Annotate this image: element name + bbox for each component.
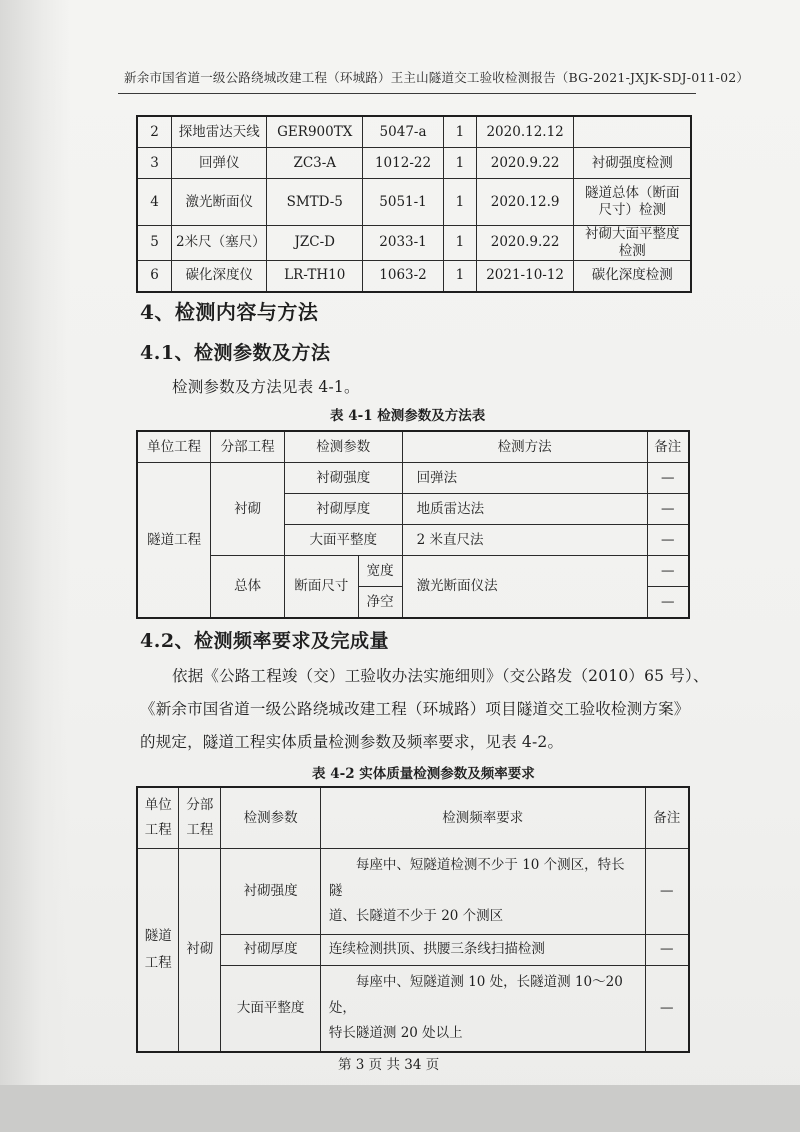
t42-header-unit-line2: 工程 [144,822,172,838]
equipment-cell-name: 回弹仪 [172,148,267,179]
table-4-2 [136,786,690,1053]
equipment-cell-model: JZC-D [267,226,363,261]
equipment-cell-qty: 1 [444,116,477,148]
section-4-2-heading: 4.2、检测频率要求及完成量 [140,630,390,652]
equipment-cell-name: 2米尺（塞尺） [172,226,267,261]
equipment-row [137,116,691,148]
t42-unit-cell [137,849,179,1052]
t41-part-lining: 衬砌 [211,463,285,556]
equipment-table [136,115,692,293]
t41-method-radar: 地质雷达法 [402,494,647,525]
t42-header-note: 备注 [645,787,689,849]
equipment-cell-qty: 1 [444,148,477,179]
t41-section-size: 断面尺寸 [284,556,358,619]
equipment-row [137,148,691,179]
equipment-row [137,226,691,261]
t42-freq-strength-line1: 每座中、短隧道检测不少于 10 个测区，特长隧 [328,857,625,899]
table-4-1-caption: 表 4-1 检测参数及方法表 [330,408,486,424]
t42-unit-line2: 工程 [144,954,172,971]
t42-param-strength: 衬砌强度 [221,849,321,935]
header-rule [118,93,696,94]
equipment-cell-serial: 1012-22 [363,148,444,179]
t42-part-cell: 衬砌 [179,849,221,1052]
section-4-1-text: 检测参数及方法见表 4-1。 [172,378,360,396]
page-shadow [0,0,70,1132]
section-4-2-para-line1: 依据《公路工程竣（交）工验收办法实施细则》（交公路发（2010）65 号）、 [172,667,709,685]
t41-method-straightedge: 2 米直尺法 [402,525,647,556]
t41-clearance: 净空 [358,587,402,619]
equipment-cell-serial: 2033-1 [363,226,444,261]
equipment-row [137,179,691,226]
t42-header-unit [137,787,179,849]
equipment-cell-no: 5 [137,226,172,261]
equipment-cell-no: 2 [137,116,172,148]
t42-freq-strength-line2: 道、长隧道不少于 20 个测区 [328,908,504,925]
t41-unit-cell: 隧道工程 [137,463,211,619]
page-footer: 第 3 页 共 34 页 [338,1057,440,1073]
section-4-heading: 4、检测内容与方法 [140,300,319,324]
t41-header-unit: 单位工程 [137,431,211,463]
t41-param-strength: 衬砌强度 [284,463,402,494]
t41-note: — [647,587,689,619]
t41-part-overall: 总体 [211,556,285,619]
t42-freq-flatness-line2: 特长隧道测 20 处以上 [328,1025,463,1042]
t42-note-strength: — [645,849,689,935]
t41-note: — [647,525,689,556]
section-4-1-heading: 4.1、检测参数及方法 [140,342,331,364]
t41-note: — [647,556,689,587]
table-4-2-caption: 表 4-2 实体质量检测参数及频率要求 [312,766,535,782]
t42-header-freq: 检测频率要求 [320,787,645,849]
t42-freq-flatness-line1: 每座中、短隧道测 10 处，长隧道测 10～20 处， [328,973,623,1016]
equipment-cell-use: 碳化深度检测 [574,260,691,292]
t41-header-part: 分部工程 [211,431,285,463]
equipment-cell-no: 6 [137,260,172,292]
equipment-cell-date: 2020.9.22 [476,226,574,261]
equipment-cell-date: 2021-10-12 [476,260,574,292]
t42-unit-line1: 隧道 [144,928,172,945]
table-4-1 [136,430,690,619]
equipment-cell-date: 2020.9.22 [476,148,574,179]
equipment-row [137,260,691,292]
t41-note: — [647,494,689,525]
equipment-cell-model: SMTD-5 [267,179,363,226]
equipment-cell-qty: 1 [444,179,477,226]
t41-method-laser: 激光断面仪法 [402,556,647,619]
t42-header-param: 检测参数 [221,787,321,849]
t42-param-flatness: 大面平整度 [221,965,321,1051]
t42-note-thickness: — [645,934,689,965]
equipment-cell-serial: 5047-a [363,116,444,148]
equipment-cell-model: ZC3-A [267,148,363,179]
equipment-cell-no: 4 [137,179,172,226]
equipment-cell-serial: 5051-1 [363,179,444,226]
equipment-cell-name: 探地雷达天线 [172,116,267,148]
t41-method-rebound: 回弹法 [402,463,647,494]
t41-width: 宽度 [358,556,402,587]
equipment-cell-date: 2020.12.12 [476,116,574,148]
equipment-cell-use: 衬砌强度检测 [574,148,691,179]
section-4-2-para-line2: 《新余市国省道一级公路绕城改建工程（环城路）项目隧道交工验收检测方案》 [140,700,690,718]
equipment-cell-qty: 1 [444,226,477,261]
report-header-title: 新余市国省道一级公路绕城改建工程（环城路）王主山隧道交工验收检测报告（BG-2021-JXJK-SDJ-011-02） [124,70,750,85]
t42-freq-thickness: 连续检测拱顶、拱腰三条线扫描检测 [320,934,645,965]
t42-header-part-line2: 工程 [186,822,214,838]
equipment-cell-name: 激光断面仪 [172,179,267,226]
equipment-cell-date: 2020.12.9 [476,179,574,226]
equipment-cell-no: 3 [137,148,172,179]
equipment-cell-model: GER900TX [267,116,363,148]
t42-param-thickness: 衬砌厚度 [221,934,321,965]
t42-header-unit-line1: 单位 [144,797,172,814]
equipment-cell-serial: 1063-2 [363,260,444,292]
scan-bottom-edge [0,1085,800,1132]
t41-param-flatness: 大面平整度 [284,525,402,556]
t41-header-method: 检测方法 [402,431,647,463]
t41-param-thickness: 衬砌厚度 [284,494,402,525]
equipment-cell-model: LR-TH10 [267,260,363,292]
t41-note: — [647,463,689,494]
t42-freq-flatness [320,965,645,1051]
equipment-cell-use: 衬砌大面平整度检测 [574,226,691,261]
section-4-2-para-line3: 的规定，隧道工程实体质量检测参数及频率要求，见表 4-2。 [140,733,564,751]
equipment-cell-qty: 1 [444,260,477,292]
t42-header-part-line1: 分部 [186,797,214,814]
equipment-cell-name: 碳化深度仪 [172,260,267,292]
t41-header-param: 检测参数 [284,431,402,463]
t41-header-note: 备注 [647,431,689,463]
t42-note-flatness: — [645,965,689,1051]
t42-freq-strength [320,849,645,935]
equipment-cell-use: 隧道总体（断面尺寸）检测 [574,179,691,226]
t42-header-part [179,787,221,849]
equipment-cell-use [574,116,691,148]
